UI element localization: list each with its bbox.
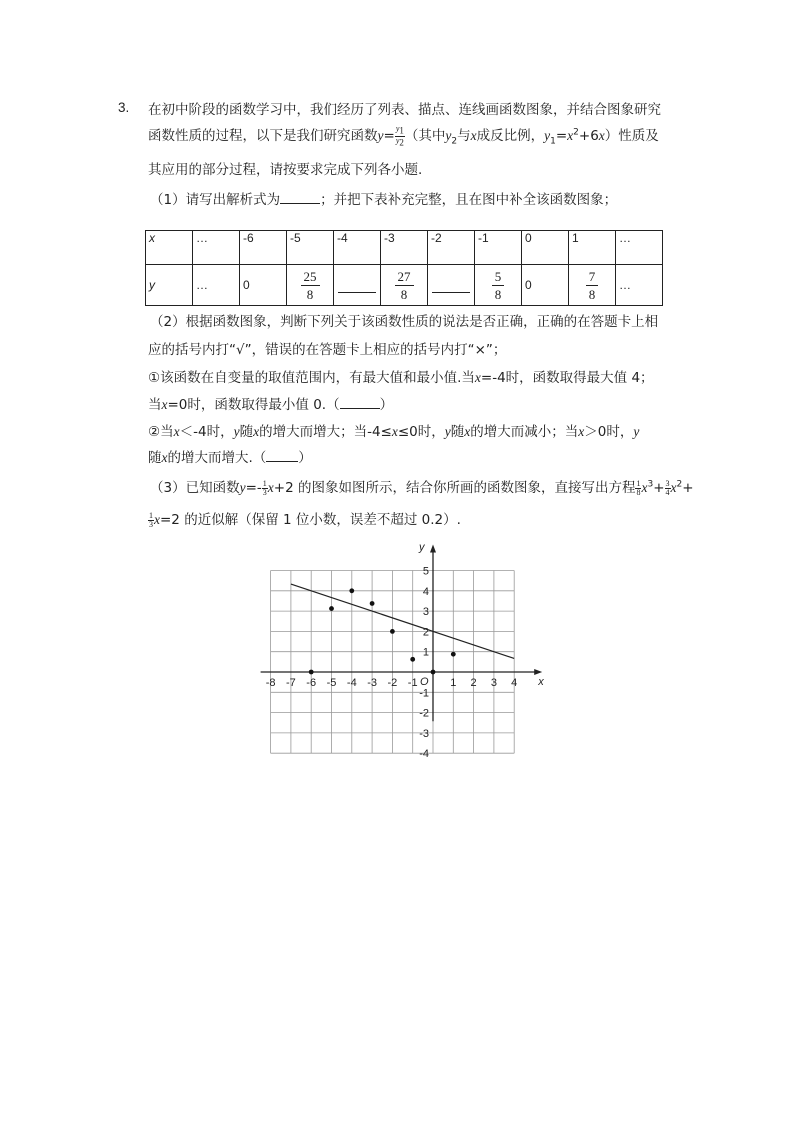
part2-line-2: 应的括号内打“√”，错误的在答题卡上相应的括号内打“×”； <box>148 342 507 358</box>
intro-line-1: 在初中阶段的函数学习中，我们经历了列表、描点、连线画函数图象，并结合图象研究 <box>148 102 661 118</box>
table-answer-blank[interactable] <box>428 265 475 306</box>
table-cell-x: -3 <box>381 231 428 265</box>
table-cell-y: 0 <box>240 265 287 306</box>
table-header-x: x <box>146 231 193 265</box>
table-cell-y: … <box>193 265 240 306</box>
table-cell-x: -4 <box>334 231 381 265</box>
part3-line-1: （3）已知函数y=- $\frac{1}{3}$ x+2 的图象如图所示，结合你所画的函数图象，直接写出方程 $\frac{1}{8}$ $x^3+$ $\frac{3}{4}$ $x^2+$ <box>150 478 694 497</box>
y-tick-label: -1 <box>419 687 429 700</box>
table-cell-x: -6 <box>240 231 287 265</box>
data-point <box>431 670 436 675</box>
table-cell-y: $\frac{25}{8}$ <box>287 265 334 306</box>
x-tick-label: -8 <box>265 677 276 689</box>
question-number: 3. <box>118 100 130 115</box>
table-cell-x: -5 <box>287 231 334 265</box>
table-cell-x: 0 <box>522 231 569 265</box>
y-tick-label: -2 <box>419 707 429 720</box>
x-tick-label: 1 <box>450 677 457 689</box>
x-axis-label: x <box>538 676 544 688</box>
x-tick-label: -2 <box>387 677 398 689</box>
table-cell-y: … <box>616 265 663 306</box>
table-cell-y: $\frac{27}{8}$ <box>381 265 428 306</box>
y-tick-label: -4 <box>419 748 429 761</box>
x-tick-label: 4 <box>511 677 518 689</box>
y-tick-label: 2 <box>422 626 429 639</box>
data-point <box>410 657 415 662</box>
y-tick-label: 5 <box>422 565 429 578</box>
data-point <box>309 670 314 675</box>
table-header-y: y <box>146 265 193 306</box>
y1-over-y2-fraction: $\frac{y_1}{y_2}$ <box>395 123 404 148</box>
x-tick-label: 2 <box>470 677 477 689</box>
data-point <box>451 652 456 657</box>
data-point <box>370 601 375 606</box>
y-axis-label: y <box>419 541 425 554</box>
y-tick-label: 3 <box>422 606 429 619</box>
value-table <box>145 230 663 306</box>
table-cell-x: 1 <box>569 231 616 265</box>
part3-line-2: $\frac{1}{3}$ x=2 的近似解（保留 1 位小数，误差不超过 0.2）. <box>149 510 461 529</box>
table-cell-x: -1 <box>475 231 522 265</box>
y-tick-label: 1 <box>422 646 429 659</box>
y-tick-label: -3 <box>419 727 429 740</box>
table-cell-x: -2 <box>428 231 475 265</box>
table-answer-blank[interactable] <box>334 265 381 306</box>
coordinate-graph <box>0 535 794 815</box>
x-tick-label: 3 <box>490 677 497 689</box>
intro-line-2: 函数性质的过程，以下是我们研究函数y= $\frac{y_1}{y_2}$ （其中$y_2$与x成反比例，$y_1=x^2+6x$）性质及 <box>148 123 659 148</box>
x-tick-label: -7 <box>286 677 296 689</box>
part1-line: （1）请写出解析式为 ；并把下表补充完整，且在图中补全该函数图象； <box>150 192 618 208</box>
statement-1-answer-blank[interactable] <box>340 408 380 409</box>
table-cell-x: … <box>616 231 663 265</box>
y-axis-arrow <box>430 545 436 553</box>
table-cell-y: 0 <box>522 265 569 306</box>
x-tick-label: -4 <box>346 677 357 689</box>
data-point <box>349 588 354 593</box>
y-tick-label: 4 <box>422 585 429 598</box>
table-cell-x: … <box>193 231 240 265</box>
x-tick-label: -6 <box>306 677 317 689</box>
part2-line-1: （2）根据函数图象，判断下列关于该函数性质的说法是否正确，正确的在答题卡上相 <box>150 314 659 330</box>
statement-2-line-2: 随x的增大而增大.（ ） <box>148 450 312 466</box>
data-point <box>329 606 334 611</box>
statement-1-line-2: 当x=0时，函数取得最小值 0.（ ） <box>148 397 394 413</box>
statement-2-answer-blank[interactable] <box>266 461 298 462</box>
x-tick-label: -3 <box>367 677 377 689</box>
table-cell-y: $\frac{5}{8}$ <box>475 265 522 306</box>
x-tick-label: -5 <box>326 677 337 689</box>
linear-function-line <box>291 584 514 658</box>
statement-1-line-1: ①该函数在自变量的取值范围内，有最大值和最小值.当x=-4时，函数取得最大值 4； <box>148 370 654 386</box>
x-tick-label: -1 <box>407 677 418 689</box>
intro-line-3: 其应用的部分过程，请按要求完成下列各小题. <box>148 162 423 178</box>
data-point <box>390 629 395 634</box>
origin-label: O <box>420 676 429 688</box>
x-axis-arrow <box>534 669 542 675</box>
answer-blank[interactable] <box>280 203 320 204</box>
table-cell-y: $\frac{7}{8}$ <box>569 265 616 306</box>
statement-2-line-1: ②当x＜-4时，y随x的增大而增大；当-4≤x≤0时，y随x的增大而减小；当x＞0时，y <box>148 424 640 440</box>
